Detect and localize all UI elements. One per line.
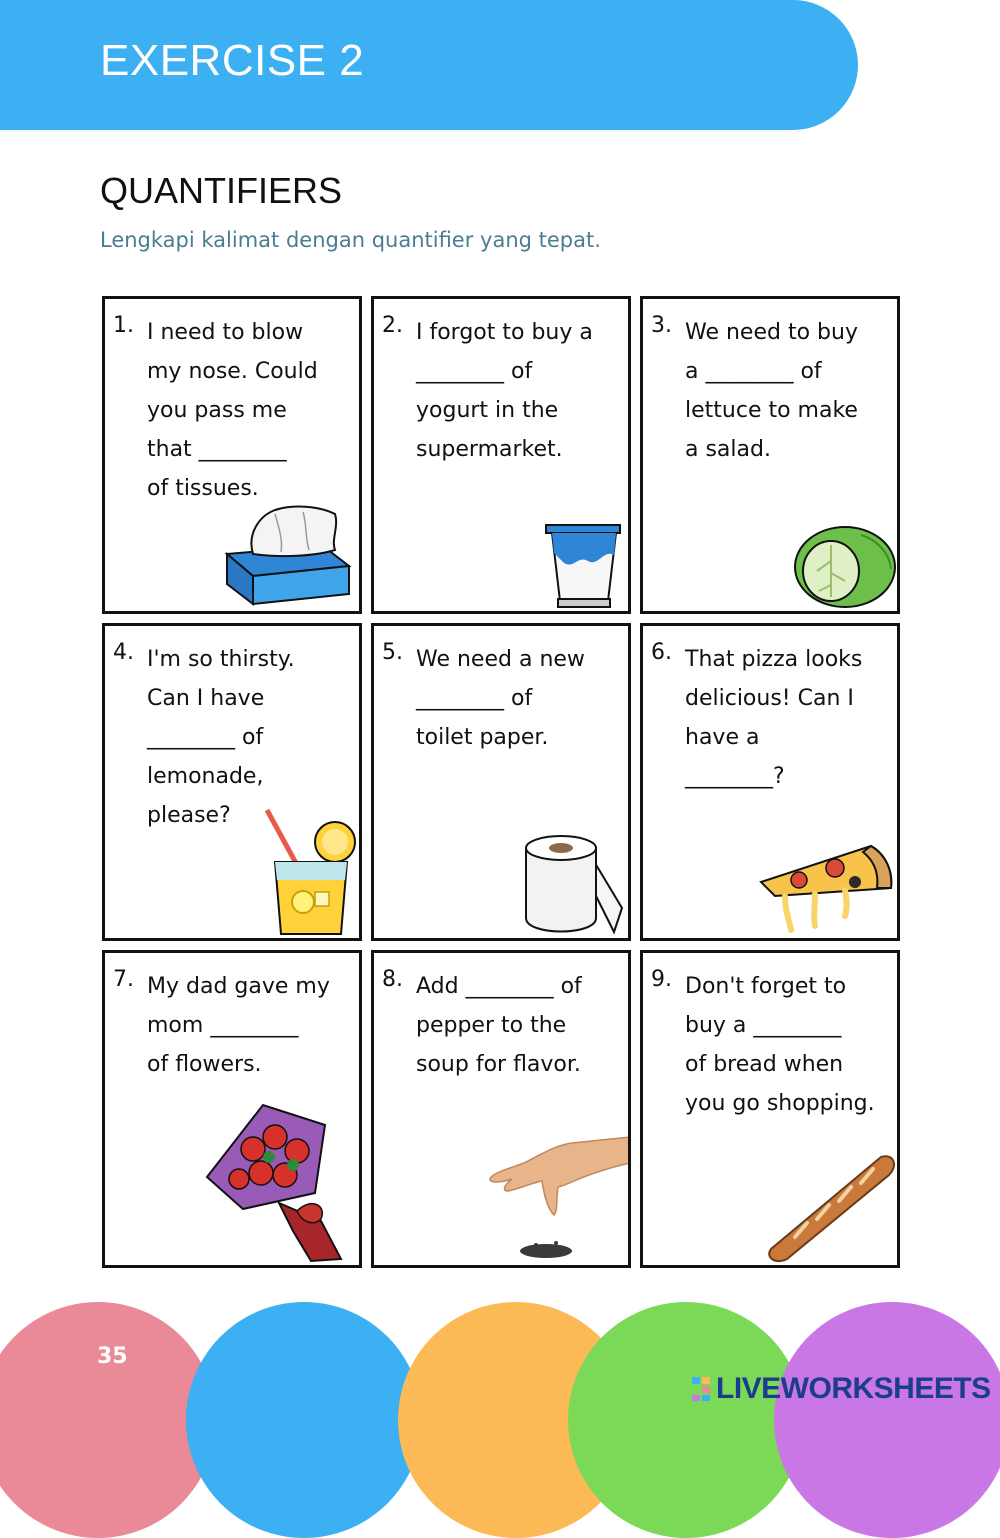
flower-bouquet-icon: [201, 1101, 357, 1265]
tissue-box-icon: [223, 504, 355, 609]
question-number: 9.: [651, 967, 672, 992]
instruction-text: Lengkapi kalimat dengan quantifier yang tepat.: [100, 228, 601, 252]
question-card-7: [102, 950, 362, 1268]
liveworksheets-logo-icon: [692, 1377, 710, 1401]
question-text: We need to buy a ________ of lettuce to make a salad.: [685, 320, 858, 462]
question-text: Don't forget to buy a ________ of bread when you go shopping.: [685, 974, 875, 1116]
question-number: 6.: [651, 640, 672, 665]
footer-circle-blue: [186, 1302, 422, 1538]
question-number: 8.: [382, 967, 403, 992]
footer-circle-pink: [0, 1302, 216, 1538]
question-number: 4.: [113, 640, 134, 665]
header-banner: [0, 0, 858, 130]
toilet-paper-icon: [520, 832, 628, 938]
question-text: We need a new ________ of toilet paper.: [416, 647, 585, 750]
lettuce-icon: [791, 521, 899, 611]
question-number: 5.: [382, 640, 403, 665]
question-text: My dad gave my mom ________ of flowers.: [147, 974, 330, 1077]
question-text: I need to blow my nose. Could you pass me that ________ of tissues.: [147, 320, 318, 501]
question-text: I'm so thirsty. Can I have ________ of lemonade, please?: [147, 647, 295, 828]
section-title: QUANTIFIERS: [100, 170, 343, 211]
footer-circle-purple: [774, 1302, 1000, 1538]
question-text: That pizza looks delicious! Can I have a ________?: [685, 647, 863, 789]
liveworksheets-brand[interactable]: LIVEWORKSHEETS: [716, 1372, 991, 1405]
lemonade-glass-icon: [263, 806, 357, 938]
question-card-2: [371, 296, 631, 614]
question-number: 1.: [113, 313, 134, 338]
question-card-9: [640, 950, 900, 1268]
exercise-title: EXERCISE 2: [100, 36, 365, 85]
pizza-slice-icon: [755, 840, 895, 936]
exercise-grid: [102, 296, 902, 1268]
question-card-5: [371, 623, 631, 941]
question-card-8: [371, 950, 631, 1268]
question-text: Add ________ of pepper to the soup for flavor.: [416, 974, 582, 1077]
question-number: 7.: [113, 967, 134, 992]
question-card-6: [640, 623, 900, 941]
footer-circle-green: [568, 1302, 804, 1538]
question-card-3: [640, 296, 900, 614]
question-number: 3.: [651, 313, 672, 338]
question-card-1: [102, 296, 362, 614]
pinch-of-pepper-icon: [486, 1133, 630, 1265]
question-text: I forgot to buy a ________ of yogurt in the supermarket.: [416, 320, 593, 462]
page-number: 35: [97, 1344, 128, 1369]
question-card-4: [102, 623, 362, 941]
yogurt-icon: [544, 521, 624, 611]
baguette-icon: [761, 1149, 899, 1265]
question-number: 2.: [382, 313, 403, 338]
